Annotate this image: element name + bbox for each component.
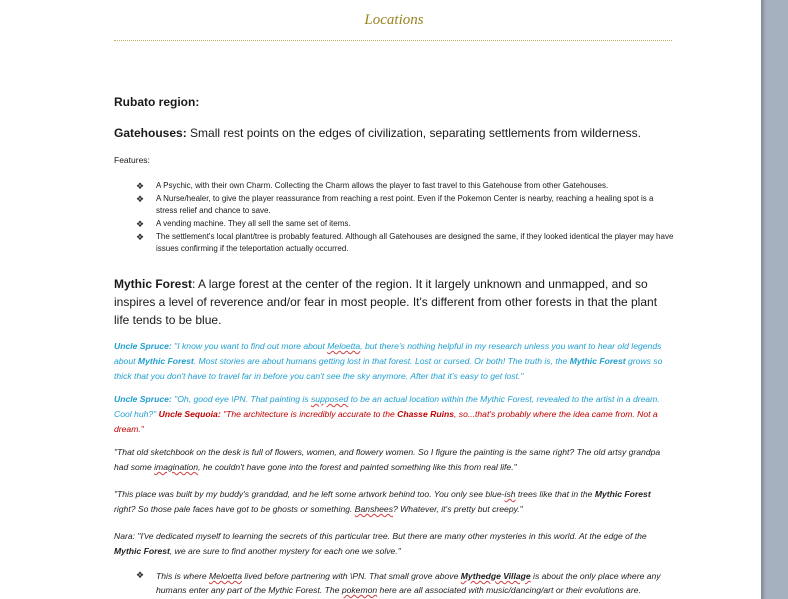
dialogue-sketchbook [114, 445, 674, 475]
dialogue-granddad [114, 487, 674, 517]
dialogue-text: "The architecture is incredibly accurate to the [220, 409, 398, 419]
meloetta-list [136, 569, 676, 597]
dialogue-text: "I know you want to find out more about [171, 341, 328, 351]
list-item [136, 193, 676, 217]
list-item [136, 218, 676, 230]
feature-text: A vending machine. They all sell the same set of items. [156, 219, 351, 228]
dialogue-text: grows so thick that you don't have to travel far in before you can't see the sky anymore. After that it's easy to get lost." [114, 356, 663, 381]
list-text: pokemon [341, 585, 378, 595]
dialogue-text: Mythic Forest [114, 546, 170, 556]
dialogue-text: right? So those pale faces have got to be ghosts or something. [114, 504, 355, 514]
dialogue-text: , he couldn't have gone into the forest and painted something like this from real life." [198, 462, 517, 472]
diamond-bullet-icon: ❖ [136, 570, 145, 580]
dialogue-text: ish [504, 489, 516, 499]
features-list [136, 180, 676, 256]
dialogue-text: "That old sketchbook on the desk is full of flowers, women, and flowery women. So I figure the painting is the same right? The old artsy grandpa had some [114, 447, 661, 472]
dialogue-text: "This place was built by my buddy's granddad, and he left some artwork behind too. You only see blue- [114, 489, 505, 499]
list-text: This is where [156, 571, 210, 581]
list-text: lived before partnering with \PN. That small grove above [241, 571, 461, 581]
gatehouses-desc: Small rest points on the edges of civilization, separating settlements from wilderness. [186, 126, 641, 140]
dialogue-text: Mythic Forest [137, 356, 194, 366]
speaker: Uncle Spruce: [114, 394, 172, 404]
dialogue-text: , so...that's probably where the idea came from. Not a dream." [114, 409, 658, 434]
dialogue-text: Meloetta [327, 341, 361, 351]
gatehouses-label: Gatehouses: [114, 126, 187, 140]
feature-text: A Psychic, with their own Charm. Collecting the Charm allows the player to fast travel to this Gatehouse from other Gatehouses. [156, 181, 609, 190]
list-text: Meloetta [209, 571, 242, 581]
mythic-label: Mythic Forest [114, 277, 193, 291]
features-label: Features: [114, 155, 150, 165]
dialogue-uncle-spruce-1 [114, 339, 674, 384]
mythic-desc: : A large forest at the center of the region. It it largely unknown and unmapped, and so inspires a level of reverence and/or fear in most people. It's different from other forests in that the plant life tends to be blue. [114, 277, 658, 327]
list-text: here are all associated with music/dancing/art or their evolutions are. [377, 585, 641, 595]
page-shadow [761, 0, 766, 599]
diamond-bullet-icon: ❖ [136, 181, 145, 191]
mythic-forest-paragraph [114, 275, 674, 329]
diamond-bullet-icon: ❖ [136, 219, 145, 229]
dialogue-text: supposed [311, 394, 349, 404]
dialogue-text: Chasse Ruins [397, 409, 454, 419]
dialogue-text: , but there's nothing helpful in my research unless you want to hear old legends about [114, 341, 662, 366]
dialogue-text: Mythic Forest [594, 489, 651, 499]
dialogue-text: Nara: "I've dedicated myself to learning the secrets of this particular tree. But there are many other mysteries in this world. At the edge of the [114, 531, 647, 541]
header-divider [114, 40, 672, 41]
page-title: Locations [364, 12, 424, 28]
dialogue-text: imagination [154, 462, 199, 472]
gatehouses-paragraph [114, 125, 674, 141]
list-text: is about the only place where any humans enter any part of the Mythic Forest. The [156, 571, 661, 595]
dialogue-text: , we are sure to find another mystery for each one we solve." [169, 546, 401, 556]
dialogue-text: "Oh, good eye \PN. That painting is [171, 394, 311, 404]
speaker: Uncle Spruce: [114, 341, 172, 351]
dialogue-text: ? Whatever, it's pretty but creepy." [393, 504, 523, 514]
list-item [136, 231, 676, 255]
dialogue-text: Banshees [354, 504, 394, 514]
dialogue-text: to be an actual location within the Mythic Forest, revealed to the artist in a dream. Cool huh?" [114, 394, 660, 419]
dialogue-nara [114, 529, 674, 559]
speaker: Uncle Sequoia: [158, 409, 221, 419]
list-item [136, 569, 676, 597]
dialogue-uncle-spruce-2 [114, 392, 674, 437]
dialogue-text: . Most stories are about humans getting lost in that forest. Lost or cursed. Or both! The truth is, the [193, 356, 570, 366]
feature-text: A Nurse/healer, to give the player reassurance from reaching a rest point. Even if the Pokemon Center is nearby, reaching a healing spot is a stress relief and chance to save. [156, 194, 654, 215]
diamond-bullet-icon: ❖ [136, 194, 145, 204]
diamond-bullet-icon: ❖ [136, 232, 145, 242]
list-item [136, 180, 676, 192]
feature-text: The settlement's local plant/tree is probably featured. Although all Gatehouses are designed the same, if they looked identical the player may have issues confirming if the teleportation actually occurred. [156, 232, 674, 253]
list-text: Mythedge Village [460, 571, 531, 581]
region-heading: Rubato region: [114, 95, 200, 109]
dialogue-text: trees like that in the [515, 489, 595, 499]
dialogue-text: Mythic Forest [569, 356, 626, 366]
